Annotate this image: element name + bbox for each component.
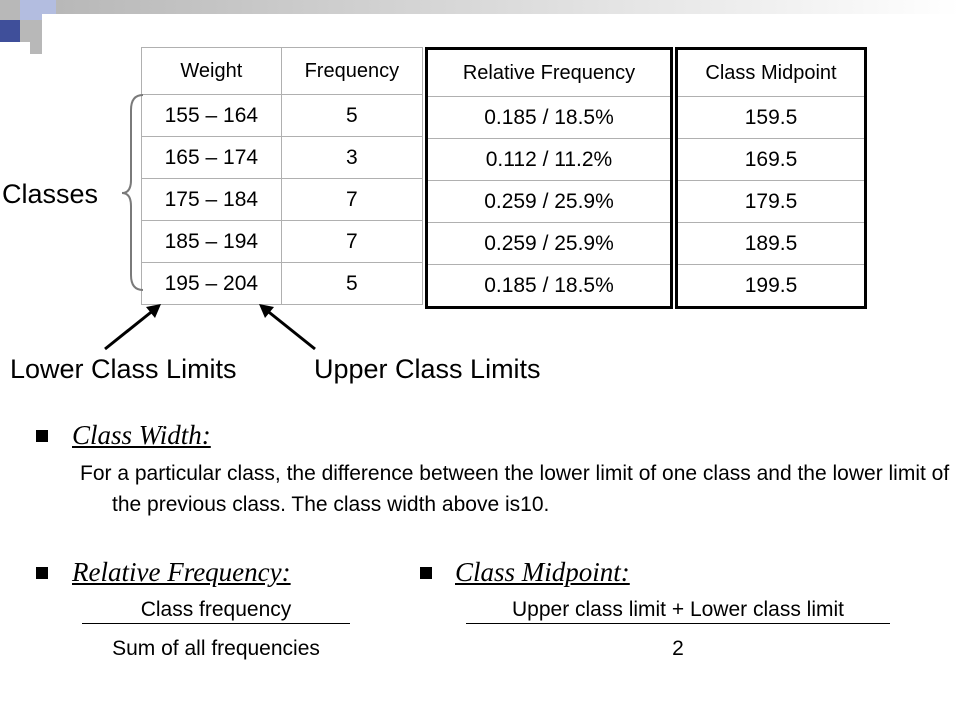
class-midpoint-header: Class Midpoint — [677, 49, 866, 97]
relative-frequency-numerator — [82, 596, 350, 624]
relative-frequency-cell: 0.112 / 11.2% — [427, 139, 672, 181]
relative-frequency-cell: 0.185 / 18.5% — [427, 97, 672, 139]
class-midpoint-cell: 159.5 — [677, 97, 866, 139]
frequency-cell: 5 — [281, 95, 422, 137]
relative-frequency-cell: 0.185 / 18.5% — [484, 273, 614, 297]
frequency-cell: 5 — [281, 263, 422, 305]
classes-brace — [122, 95, 143, 290]
class-width-definition: For a particular class, the difference between the lower limit of one class and the lower limit of the previous class. The class width above is10. — [80, 462, 950, 516]
class-midpoint-cell: 189.5 — [677, 223, 866, 265]
classes-label: Classes — [2, 179, 99, 209]
relative-frequency-heading: Relative Frequency: — [72, 557, 291, 587]
weight-header: Weight — [142, 48, 282, 95]
class-width-heading: Class Width: — [72, 420, 211, 450]
relative-frequency-denominator: Sum of all frequencies — [112, 637, 320, 660]
weight-cell: 165 – 174 — [142, 137, 282, 179]
upper-class-limits-label: Upper Class Limits — [314, 354, 541, 384]
upper-limits-arrow-line — [265, 309, 315, 349]
class-midpoint-numerator-text: Upper class limit + Lower class limit — [511, 598, 844, 621]
weight-cell: 175 – 184 — [142, 179, 282, 221]
relative-frequency-header: Relative Frequency — [427, 49, 672, 97]
relative-frequency-cell: 0.259 / 25.9% — [427, 181, 672, 223]
class-width-bullet — [36, 430, 48, 442]
relative-frequency-cell: 0.259 / 25.9% — [427, 223, 672, 265]
frequency-cell: 7 — [281, 179, 422, 221]
frequency-cell: 7 — [281, 221, 422, 263]
class-midpoint-bullet — [420, 567, 432, 579]
class-midpoint-cell: 169.5 — [677, 139, 866, 181]
class-midpoint-cell: 179.5 — [677, 181, 866, 223]
class-midpoint-heading: Class Midpoint: — [455, 557, 630, 587]
lower-class-limits-label: Lower Class Limits — [10, 354, 237, 384]
weight-cell: 185 – 194 — [142, 221, 282, 263]
relative-frequency-bullet — [36, 567, 48, 579]
frequency-header: Frequency — [281, 48, 422, 95]
lower-limits-arrow-line — [105, 309, 155, 349]
weight-cell: 155 – 164 — [142, 95, 282, 137]
class-midpoint-denominator: 2 — [672, 637, 684, 660]
class-midpoint-numerator — [466, 596, 890, 624]
weight-cell: 195 – 204 — [142, 263, 282, 305]
class-midpoint-cell: 199.5 — [744, 273, 798, 297]
relative-frequency-numerator-text: Class frequency — [140, 598, 292, 621]
frequency-cell: 3 — [281, 137, 422, 179]
